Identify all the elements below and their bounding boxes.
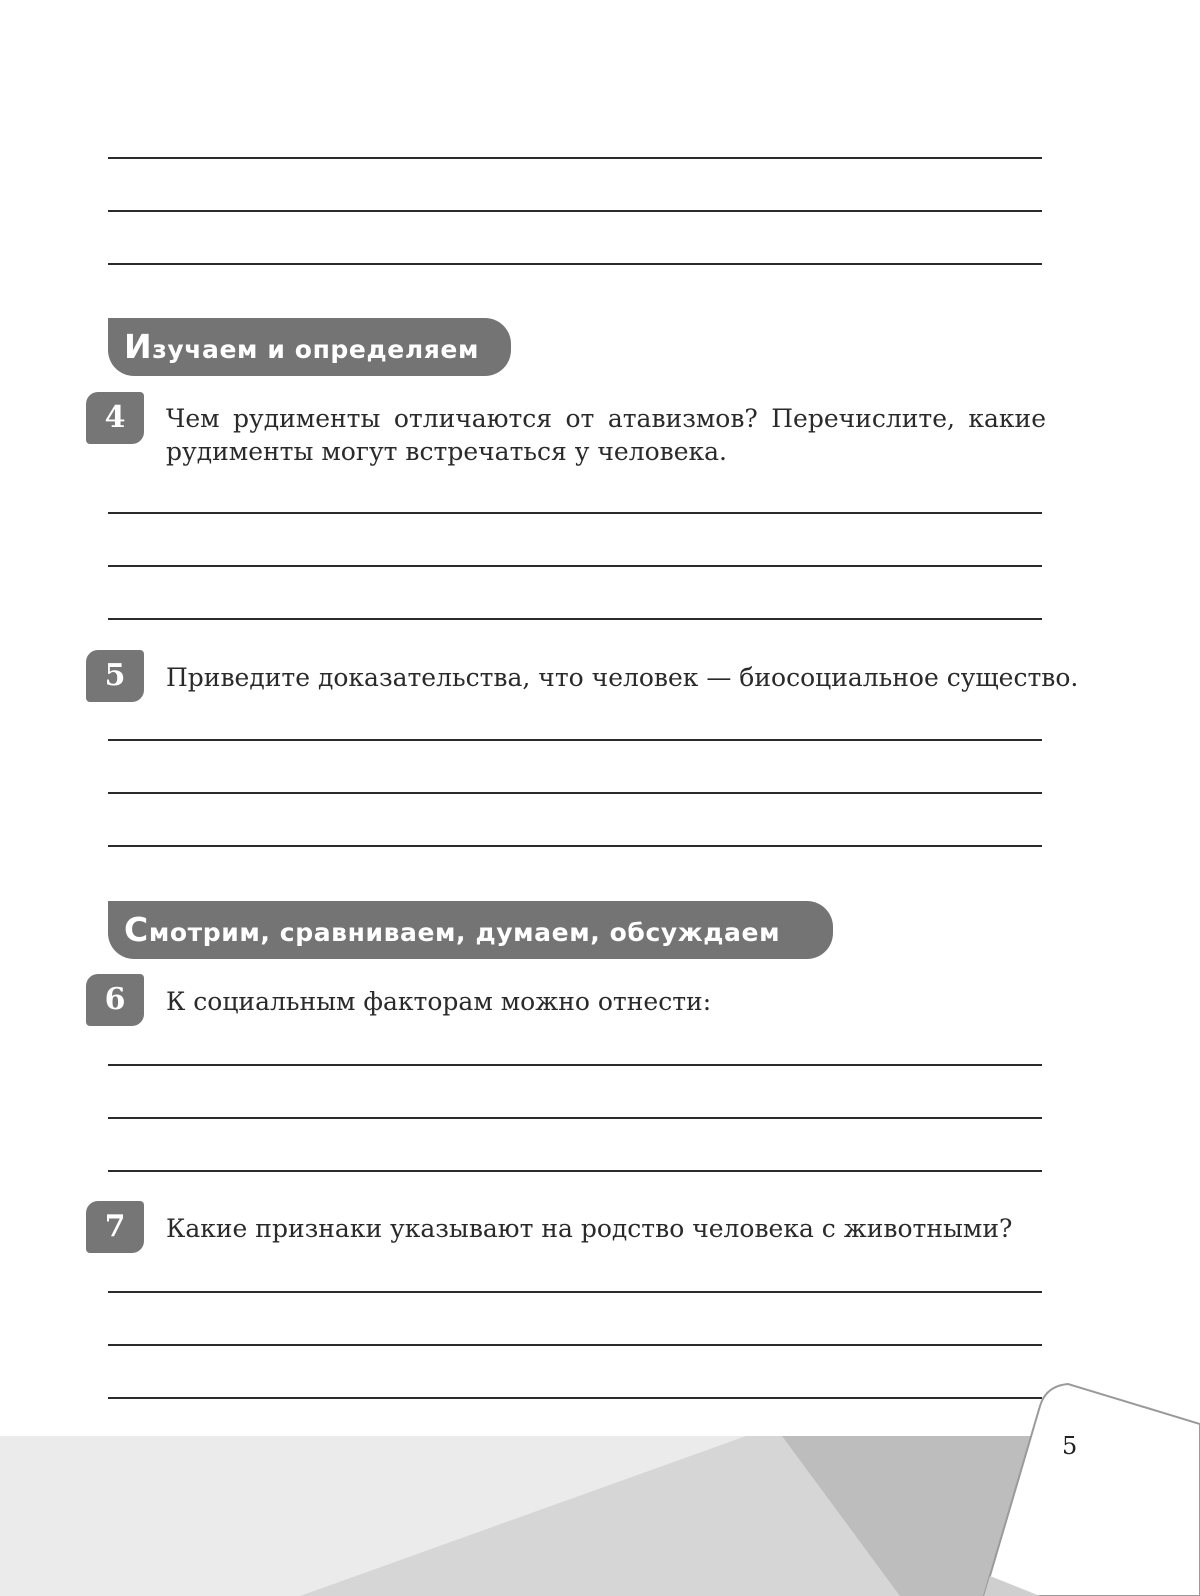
answer-line xyxy=(108,1170,1042,1172)
section-header-text: зучаем и определяем xyxy=(152,335,479,364)
question-number-badge: 7 xyxy=(86,1201,144,1253)
answer-line xyxy=(108,565,1042,567)
footer-decoration xyxy=(0,1380,1200,1596)
answer-line xyxy=(108,792,1042,794)
answer-line xyxy=(108,1291,1042,1293)
section-header-initial: С xyxy=(124,910,149,949)
answer-line xyxy=(108,739,1042,741)
answer-line xyxy=(108,1117,1042,1119)
answer-line xyxy=(108,512,1042,514)
question-text: Чем рудименты отличаются от атавизмов? Перечислите, какие рудименты могут встречаться у человека. xyxy=(166,404,1046,466)
question-number-badge: 4 xyxy=(86,392,144,444)
section-header-discuss xyxy=(108,901,833,959)
question-text: Какие признаки указывают на родство человека с животными? xyxy=(166,1214,1013,1243)
answer-line xyxy=(108,1064,1042,1066)
section-header-study xyxy=(108,318,511,376)
question-number-badge: 5 xyxy=(86,650,144,702)
section-header-text: мотрим, сравниваем, думаем, обсуждаем xyxy=(148,918,781,947)
question-text: К социальным факторам можно отнести: xyxy=(166,987,712,1016)
question-number-badge: 6 xyxy=(86,974,144,1026)
answer-line xyxy=(108,263,1042,265)
answer-line xyxy=(108,845,1042,847)
question-text: Приведите доказательства, что человек — биосоциальное существо. xyxy=(166,663,1079,692)
answer-line xyxy=(108,618,1042,620)
answer-line xyxy=(108,1344,1042,1346)
answer-line xyxy=(108,210,1042,212)
page-number: 5 xyxy=(1062,1432,1078,1460)
section-header-initial: И xyxy=(124,327,153,366)
answer-line xyxy=(108,157,1042,159)
